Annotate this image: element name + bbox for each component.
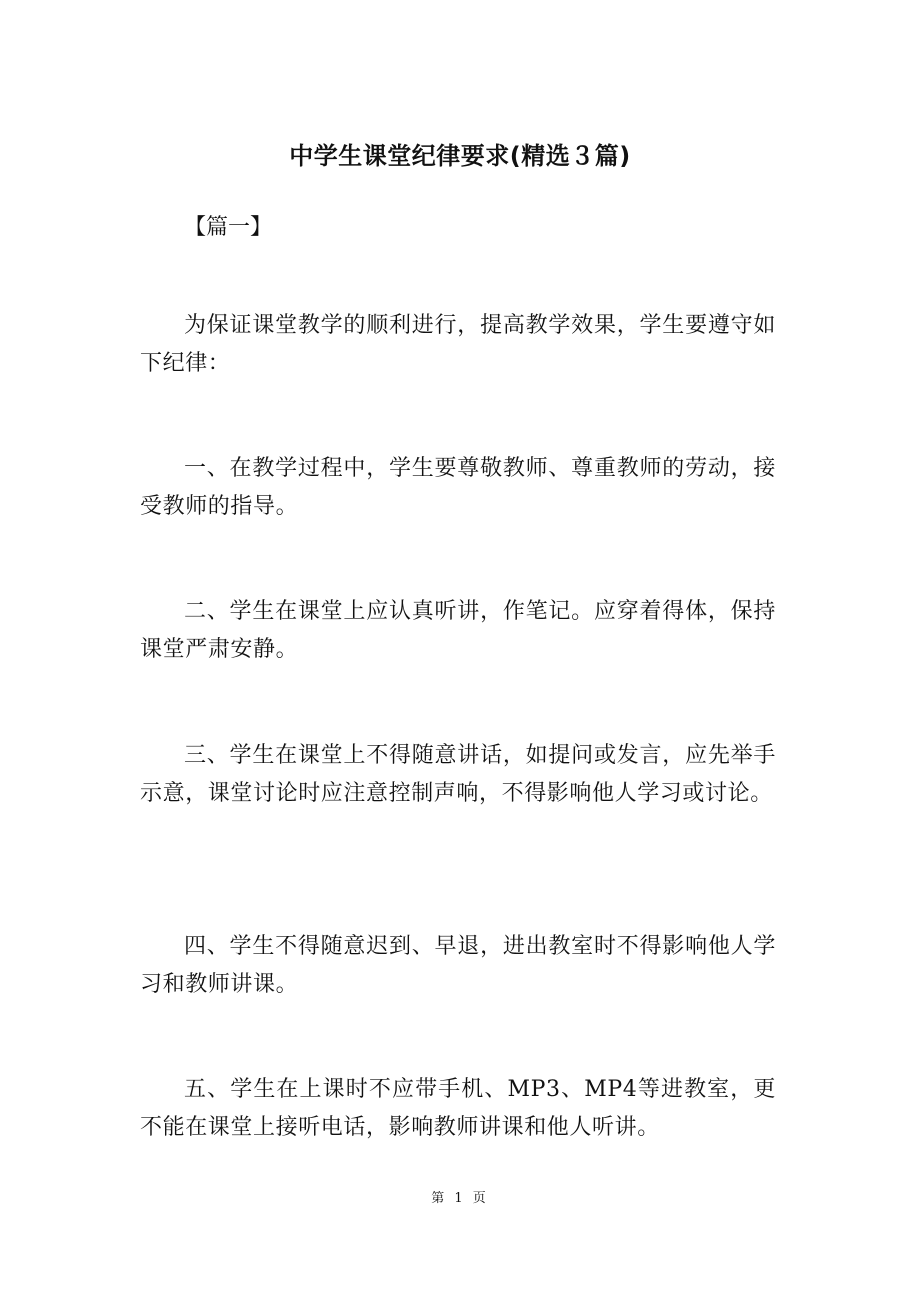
paragraph-rule-5: 五、学生在上课时不应带手机、MP3、MP4等进教室，更不能在课堂上接听电话，影响教师讲课和他人听讲。 (140, 1077, 776, 1140)
paragraph-intro: 为保证课堂教学的顺利进行，提高教学效果，学生要遵守如下纪律： (140, 313, 776, 376)
page-number: 第 1 页 (431, 1191, 489, 1206)
section-heading: 【篇一】 (184, 215, 273, 240)
page-title: 中学生课堂纪律要求(精选３篇) (289, 142, 631, 170)
paragraph-rule-2: 二、学生在课堂上应认真听讲，作笔记。应穿着得体，保持课堂严肃安静。 (140, 599, 776, 662)
paragraph-rule-1: 一、在教学过程中，学生要尊敬教师、尊重教师的劳动，接受教师的指导。 (140, 456, 776, 519)
paragraph-rule-3: 三、学生在课堂上不得随意讲话，如提问或发言，应先举手示意，课堂讨论时应注意控制声响，不得影响他人学习或讨论。 (140, 743, 776, 806)
paragraph-rule-4: 四、学生不得随意迟到、早退，进出教室时不得影响他人学习和教师讲课。 (140, 934, 776, 997)
